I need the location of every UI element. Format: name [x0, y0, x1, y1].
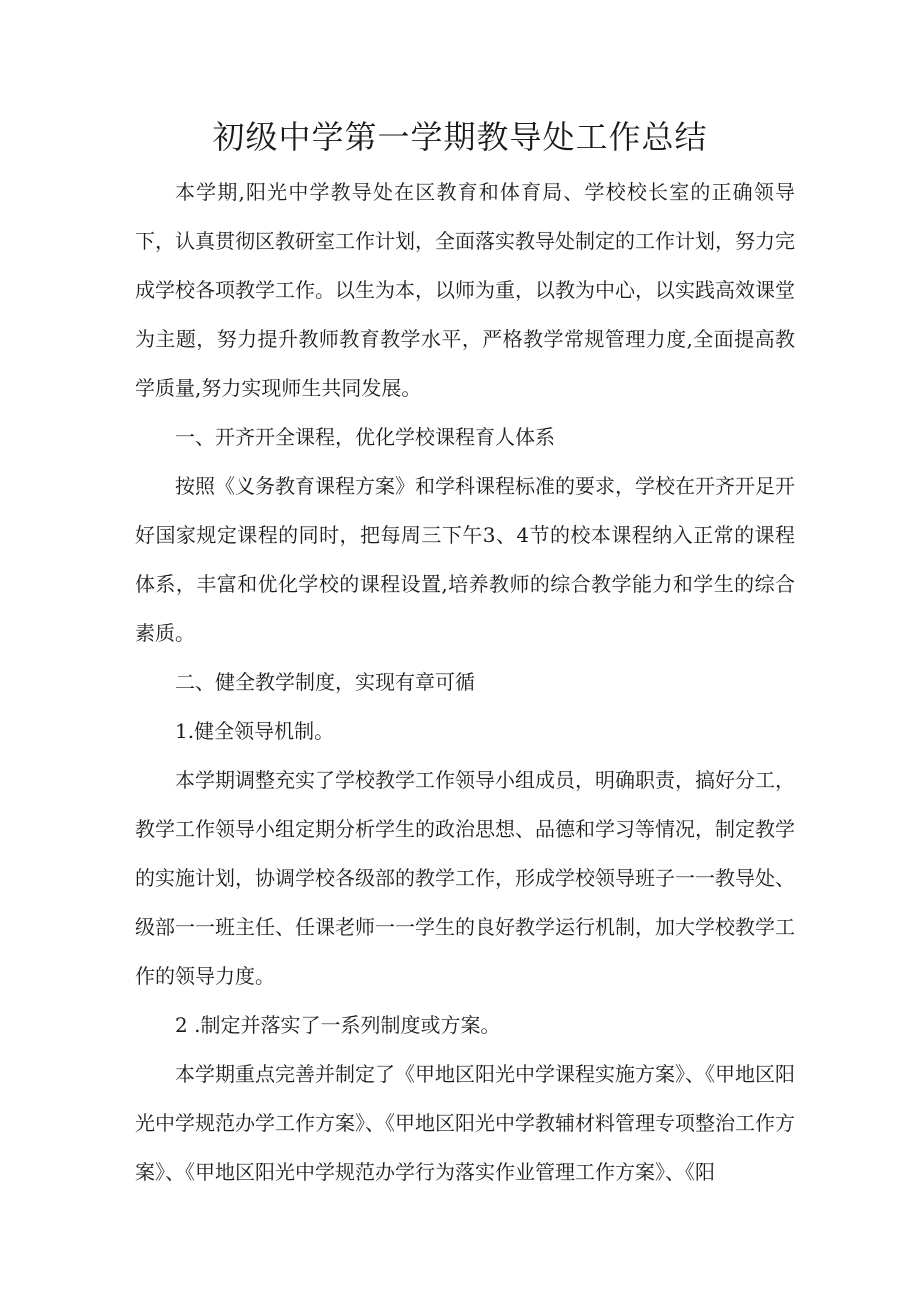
regulations-paragraph: 本学期重点完善并制定了《甲地区阳光中学课程实施方案》、《甲地区阳光中学规范办学工作方案》、《甲地区阳光中学教辅材料管理专项整治工作方案》、《甲地区阳光中学规范办学行为落实作业管理工作方案》、《阳: [135, 1062, 795, 1184]
subheading-1: 1.健全领导机制。: [175, 719, 335, 743]
curriculum-paragraph: 按照《义务教育课程方案》和学科课程标准的要求，学校在开齐开足开好国家规定课程的同时，把每周三下午3、4节的校本课程纳入正常的课程体系，丰富和优化学校的课程设置,培养教师的综合教学能力和学生的综合素质。: [135, 474, 795, 645]
intro-paragraph: 本学期,阳光中学教导处在区教育和体育局、学校校长室的正确领导下，认真贯彻区教研室工作计划，全面落实教导处制定的工作计划，努力完成学校各项教学工作。以生为本，以师为重，以教为中心，以实践高效课堂为主题，努力提升教师教育教学水平，严格教学常规管理力度,全面提高教学质量,努力实现师生共同发展。: [135, 180, 795, 400]
leadership-paragraph: 本学期调整充实了学校教学工作领导小组成员，明确职责，搞好分工，教学工作领导小组定期分析学生的政治思想、品德和学习等情况，制定教学的实施计划，协调学校各级部的教学工作，形成学校领导班子一一教导处、级部一一班主任、任课老师一一学生的良好教学运行机制，加大学校教学工作的领导力度。: [135, 768, 795, 988]
subheading-2: 2 .制定并落实了一系列制度或方案。: [175, 1013, 501, 1037]
document-body: [135, 168, 795, 1197]
section-heading-2: 二、健全教学制度，实现有章可循: [175, 670, 475, 694]
section-heading-1: 一、开齐开全课程，优化学校课程育人体系: [175, 425, 555, 449]
document-title: 初级中学第一学期教导处工作总结: [212, 118, 708, 156]
